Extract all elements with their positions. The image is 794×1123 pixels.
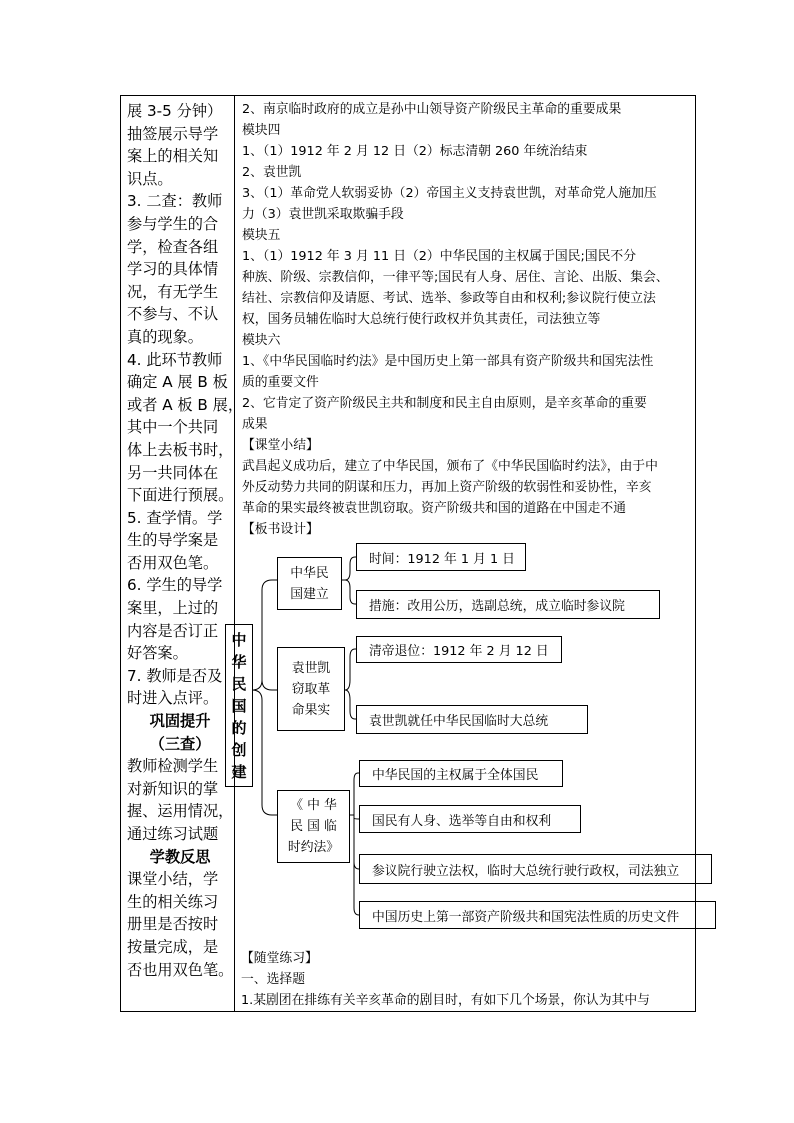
note-line: 7. 教师是否及: [127, 666, 223, 685]
note-line: 体上去板书时，: [127, 440, 234, 459]
note-line: 5. 查学情。学: [127, 508, 223, 527]
answer-line: 力（3）袁世凯采取欺骗手段: [242, 207, 404, 222]
board-item: [359, 901, 716, 929]
note-line: 确定 A 展 B 板: [127, 373, 228, 392]
note-line: 教师检测学生: [127, 757, 219, 776]
module-heading: 模块六: [242, 333, 281, 348]
answer-line: 1、《中华民国临时约法》是中国历史上第一部具有资产阶级共和国宪法性: [242, 354, 654, 369]
answer-line: 2、南京临时政府的成立是孙中山领导资产阶级民主革命的重要成果: [242, 102, 622, 117]
answer-line: 2、袁世凯: [242, 165, 302, 180]
connector-line: [350, 773, 359, 815]
connector-line: [262, 680, 277, 690]
note-line: 或者 A 板 B 展，: [127, 395, 244, 414]
section-heading-reflection: 学教反思: [149, 847, 211, 866]
category-label: 《 中 华 民 国 临 时约法》: [287, 798, 340, 855]
note-line: 不参与、不认: [127, 305, 219, 324]
board-item: [359, 805, 581, 833]
board-item: [356, 705, 588, 734]
note-line: 下面进行预展。: [127, 486, 234, 505]
note-line: 识点。: [127, 169, 173, 188]
board-item: [359, 760, 563, 787]
board-item-text: 国民有人身、选举等自由和权利: [372, 813, 552, 829]
board-item-text: 袁世凯就任中华民国临时大总统: [369, 714, 549, 729]
answer-line: 质的重要文件: [242, 375, 319, 390]
board-item-text: 参议院行驶立法权，临时大总统行驶行政权，司法独立: [372, 863, 680, 879]
summary-line: 武昌起义成功后，建立了中华民国，颁布了《中华民国临时约法》，由于中: [242, 459, 658, 474]
note-line: 通过练习试题: [127, 825, 219, 843]
question-type: 一、选择题: [241, 972, 305, 987]
note-line: 另一共同体在: [127, 463, 219, 482]
note-line: 否也用双色笔。: [127, 960, 234, 979]
board-item-text: 措施：改用公历，选副总统，成立临时参议院: [369, 599, 625, 614]
board-item: [356, 590, 660, 619]
answer-line: 种族、阶级、宗教信仰，一律平等;国民有人身、居住、言论、出版、集会、: [242, 270, 669, 285]
note-line: 其中一个共同: [127, 418, 219, 437]
board-design-heading: 【板书设计】: [242, 522, 319, 537]
module-heading: 模块四: [242, 123, 281, 138]
answer-line: 结社、宗教信仰及请愿、考试、选举、参政等自由和权利;参议院行使立法: [242, 291, 656, 306]
note-line: 好答案。: [127, 644, 188, 663]
connector-line: [345, 580, 356, 604]
note-line: 况，有无学生: [127, 282, 219, 301]
practice-heading: 【随堂练习】: [241, 951, 318, 966]
summary-line: 外反动势力共同的阴谋和压力，再加上资产阶级的软弱性和妥协性，辛亥: [242, 480, 652, 495]
note-line: 真的现象。: [127, 327, 203, 346]
note-line: 时进入点评。: [127, 689, 219, 708]
board-item: [356, 636, 562, 663]
note-line: 生的导学案是: [127, 531, 219, 550]
note-line: 学，检查各组: [127, 237, 219, 256]
section-heading-consolidate: 巩固提升: [149, 712, 211, 731]
answer-line: 1、（1）1912 年 2 月 12 日（2）标志清朝 260 年统治结束: [242, 144, 588, 159]
connector-line: [345, 649, 356, 690]
board-item: [356, 543, 526, 571]
note-line: 案里，上过的: [127, 599, 219, 618]
note-line: 展 3-5 分钟）: [127, 102, 223, 120]
note-line: 课堂小结，学: [127, 870, 219, 889]
note-line: 学习的具体情: [127, 260, 219, 279]
note-line: 内容是否订正: [127, 621, 219, 640]
note-line: 握、运用情况，: [127, 802, 234, 821]
connector-line: [252, 690, 277, 815]
board-category-yuan-shikai: [277, 647, 345, 731]
note-line: 案上的相关知: [127, 147, 219, 166]
category-label: 袁世凯 窃取革 命果实: [291, 660, 331, 718]
note-line: 参与学生的合: [127, 214, 219, 233]
note-line: 抽签展示导学: [127, 124, 219, 143]
note-line: 3. 二查：教师: [127, 192, 223, 211]
board-item-text: 中华民国的主权属于全体国民: [372, 768, 539, 783]
note-line: 按量完成，是: [127, 937, 219, 956]
section-heading-consolidate-sub: （三查）: [149, 734, 211, 753]
connector-line: [252, 580, 277, 690]
board-item-text: 清帝退位：1912 年 2 月 12 日: [369, 644, 549, 659]
board-item-text: 中国历史上第一部资产阶级共和国宪法性质的历史文件: [372, 909, 680, 925]
answer-line: 1、（1）1912 年 3 月 11 日（2）中华民国的主权属于国民;国民不分: [242, 249, 636, 264]
answer-line: 3、（1）革命党人软弱妥协（2）帝国主义支持袁世凯，对革命党人施加压: [242, 186, 657, 201]
connector-line: [345, 690, 356, 719]
question-text: 1.某剧团在排练有关辛亥革命的剧目时，有如下几个场景，你认为其中与: [241, 993, 650, 1008]
note-line: 否用双色笔。: [127, 553, 219, 572]
board-category-founding: [277, 557, 342, 610]
note-line: 对新知识的掌: [127, 779, 219, 798]
answer-line: 2、它肯定了资产阶级民主共和制度和民主自由原则，是辛亥革命的重要: [242, 396, 647, 411]
category-label: 中华民 国建立: [290, 565, 329, 602]
note-line: 册里是否按时: [127, 915, 219, 934]
note-line: 4. 此环节教师: [127, 350, 223, 369]
answer-line: 权，国务员辅佐临时大总统行使行政权并负其责任，司法独立等: [242, 312, 601, 327]
answer-line: 成果: [242, 417, 268, 432]
summary-heading: 【课堂小结】: [242, 438, 319, 453]
connector-line: [342, 557, 356, 580]
note-line: 6. 学生的导学: [127, 576, 223, 595]
board-item: [359, 854, 712, 884]
module-heading: 模块五: [242, 228, 281, 243]
board-item-text: 时间：1912 年 1 月 1 日: [369, 551, 515, 567]
practice-section: [241, 948, 693, 1011]
board-category-provisional-constitution: [277, 790, 350, 863]
note-line: 生的相关练习: [127, 892, 219, 911]
summary-line: 革命的果实最终被袁世凯窃取。资产阶级共和国的道路在中国走不通: [242, 501, 626, 516]
board-title: 中 华 民 国 的 创 建: [225, 624, 253, 787]
